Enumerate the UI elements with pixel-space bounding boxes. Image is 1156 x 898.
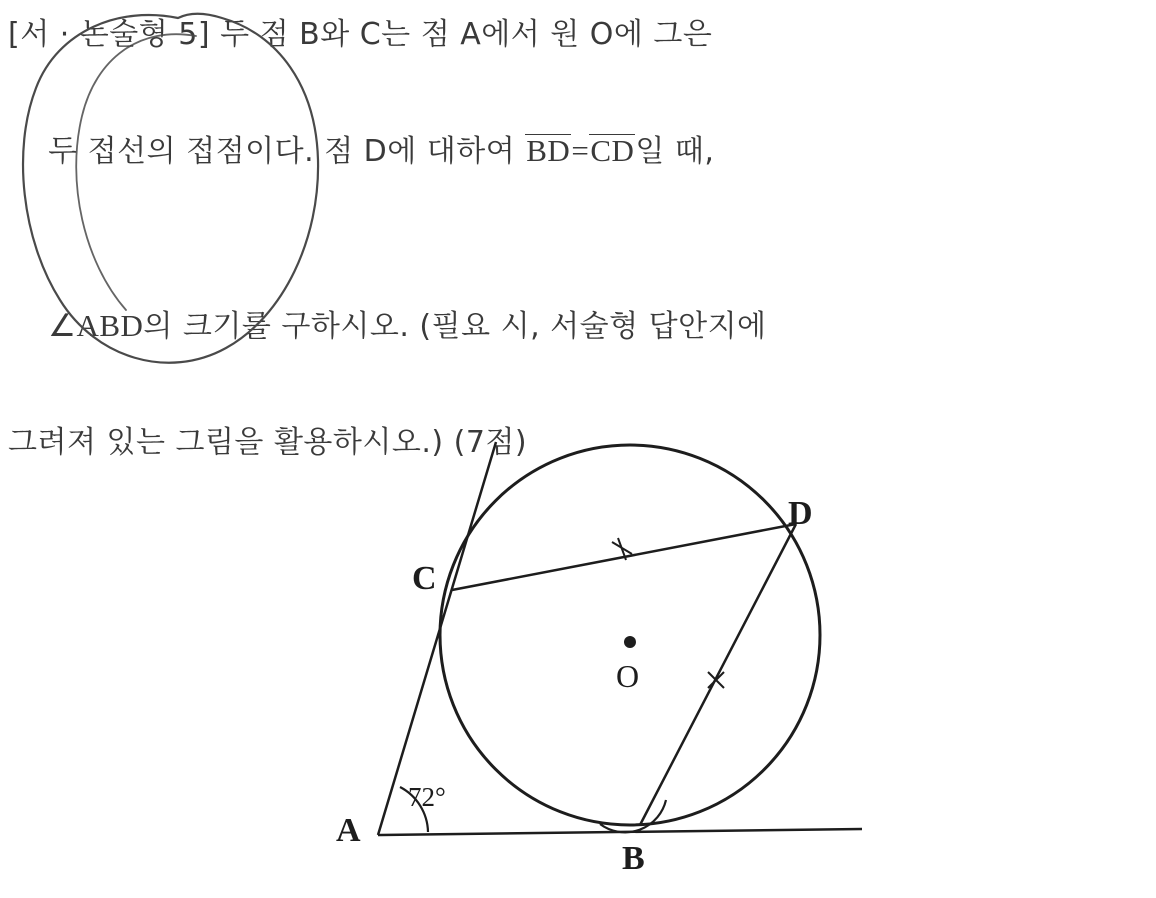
figure-label-b: B — [622, 840, 645, 877]
segment-bd: BD — [526, 133, 571, 168]
figure-label-c: C — [412, 560, 437, 597]
problem-line-4: 그려져 있는 그림을 활용하시오.) (7점) — [8, 425, 528, 460]
problem-line-3 — [8, 239, 1138, 414]
geometry-figure — [300, 420, 880, 890]
center-point-o — [624, 636, 636, 648]
figure-label-o: O — [616, 658, 640, 694]
problem-line-2 — [8, 64, 1138, 239]
segment-cd: CD — [590, 133, 635, 168]
figure-svg — [300, 420, 880, 890]
problem-line-2-part-b: 일 때, — [635, 134, 715, 169]
tangent-line-ac — [378, 442, 496, 835]
equals-sign: = — [571, 133, 590, 168]
figure-label-a: A — [336, 812, 361, 849]
tick-mark-cd-cross — [612, 542, 632, 554]
problem-line-2-part-a: 두 접선의 접점이다. 점 D에 대하여 — [48, 134, 526, 169]
circle-o — [440, 445, 820, 825]
figure-angle-label: 72° — [408, 782, 446, 812]
problem-statement — [8, 6, 1138, 472]
chord-bd — [640, 524, 796, 825]
problem-line-1: [서 · 논술형 5] 두 점 B와 C는 점 A에서 원 O에 그은 — [8, 17, 713, 52]
problem-line-3-part-b: 의 크기를 구하시오. (필요 시, 서술형 답안지에 — [143, 309, 767, 344]
angle-arc-b — [600, 800, 666, 832]
angle-abd-expression: ∠ABD — [48, 308, 144, 343]
figure-label-d: D — [788, 495, 813, 532]
